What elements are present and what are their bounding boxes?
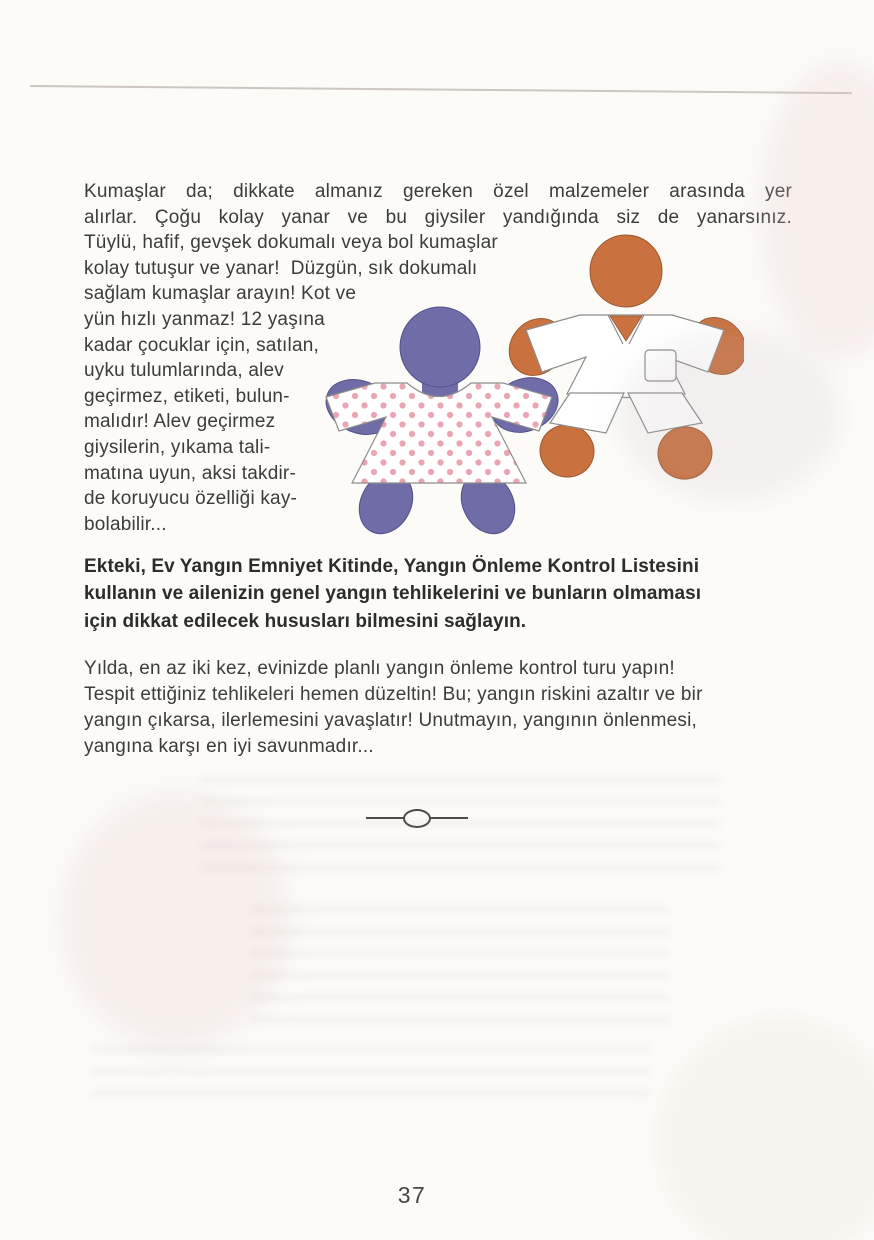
text-line: de koruyucu özelliği kay- (84, 488, 298, 510)
text-line: yangına karşı en iyi savunmadır... (84, 736, 374, 757)
bleed-through-artifact (250, 905, 670, 1035)
text-line: giysilerin, yıkama tali- (84, 436, 271, 458)
text-line: Yılda, en az iki kez, evinizde planlı yangın önleme kontrol turu yapın! (84, 658, 675, 679)
text-line: bolabilir... (84, 513, 167, 535)
divider-line-left (366, 817, 404, 819)
text-line: Tespit ettiğiniz tehlikeleri hemen düzeltin! Bu; yangın riskini azaltır ve bir (84, 684, 703, 705)
text-line: kadar çocuklar için, satılan, (84, 334, 319, 356)
purple-doll-head (400, 307, 480, 387)
scan-smudge (660, 1020, 874, 1240)
orange-doll-head (590, 235, 662, 307)
text-line: için dikkat edilecek hususları bilmesini sağlayın. (84, 610, 527, 632)
page-number: 37 (397, 1182, 427, 1208)
text-line: uyku tulumlarında, alev (84, 360, 284, 382)
scan-smudge (60, 790, 290, 1050)
text-line: sağlam kumaşlar arayın! Kot ve (84, 283, 357, 305)
closing-paragraph (84, 656, 703, 760)
section-divider (366, 808, 468, 828)
top-rule (30, 85, 852, 94)
text-line: Kumaşlar da; dikkate almanız gereken özel malzemeler arasında yer (84, 181, 792, 202)
shirt-pocket (645, 350, 676, 381)
text-line: kullanın ve ailenizin genel yangın tehlikelerini ve bunların olmaması (84, 583, 702, 605)
text-line: alırlar. Çoğu kolay yanar ve bu giysiler yandığında siz de yanarsınız. (84, 206, 792, 228)
text-line: Tüylü, hafif, gevşek dokumalı veya bol kumaşlar (84, 232, 498, 254)
text-line: yangın çıkarsa, ilerlemesini yavaşlatır! Unutmayın, yangının önlenmesi, (84, 710, 697, 731)
text-line: geçirmez, etiketi, bulun- (84, 385, 290, 407)
text-line: malıdır! Alev geçirmez (84, 411, 276, 433)
divider-circle-icon (403, 809, 431, 828)
text-line: kolay tutuşur ve yanar! Düzgün, sık dokumalı (84, 257, 478, 279)
text-line: yün hızlı yanmaz! 12 yaşına (84, 308, 325, 330)
text-line: matına uyun, aksi takdir- (84, 462, 296, 484)
bleed-through-artifact (90, 1045, 650, 1105)
bold-callout-paragraph (84, 553, 701, 635)
divider-line-right (430, 817, 468, 819)
dolls-illustration (312, 220, 744, 556)
text-line: Ekteki, Ev Yangın Emniyet Kitinde, Yangın Önleme Kontrol Listesini (84, 556, 700, 577)
bleed-through-artifact (200, 775, 720, 885)
